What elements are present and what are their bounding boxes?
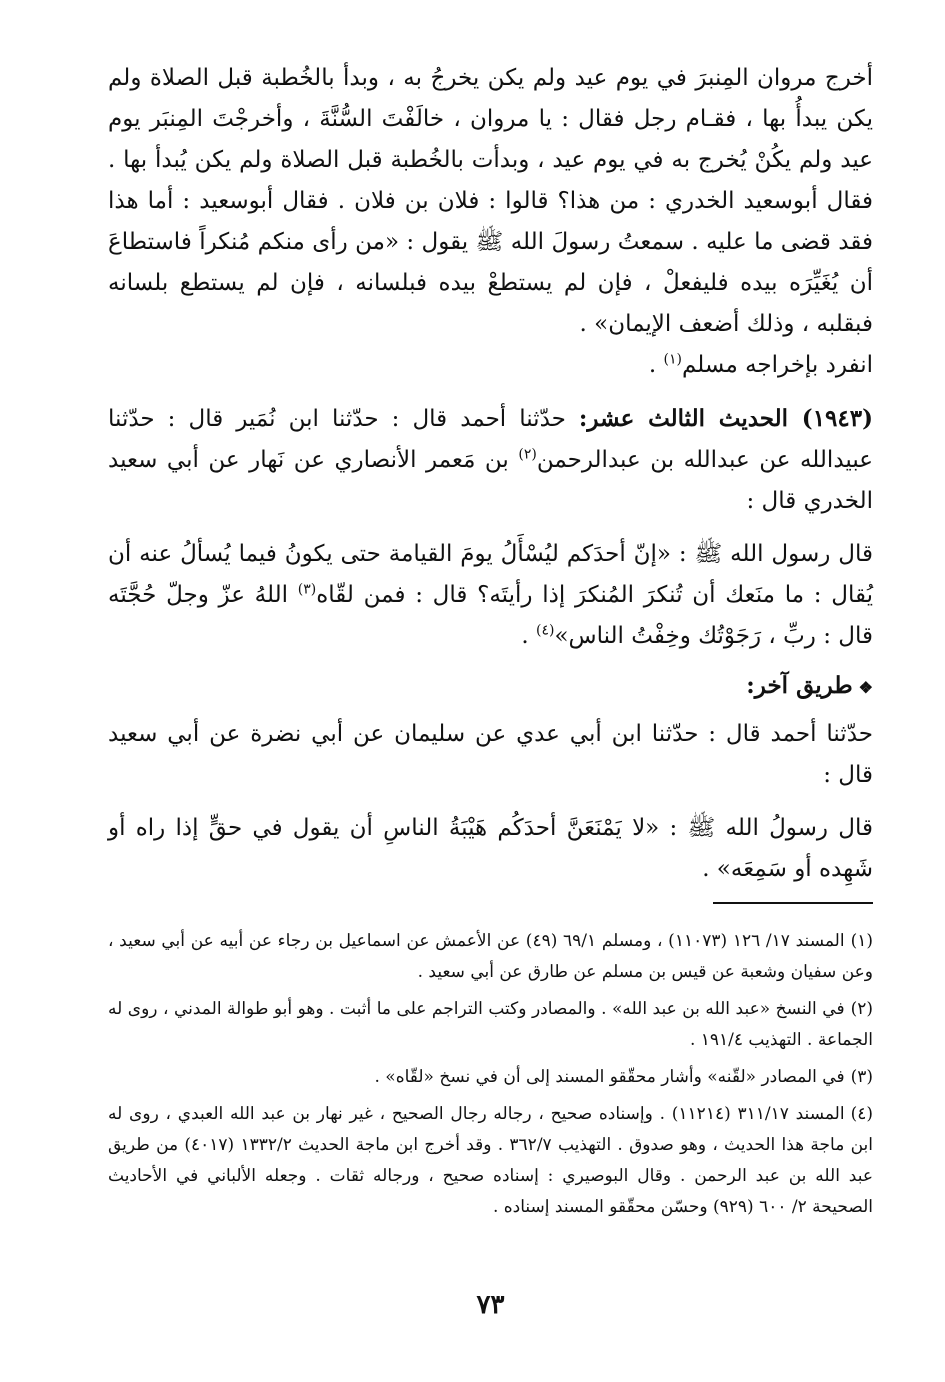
book-page: [108, 58, 873, 1348]
paragraph-attribution: [108, 345, 873, 386]
sub-heading: [108, 665, 873, 708]
footnote-ref-4[interactable]: (٤): [535, 622, 555, 639]
hadith-1943: [108, 398, 873, 522]
footnote-ref-3[interactable]: (٣): [297, 581, 317, 598]
footnote-ref-2[interactable]: (٢): [518, 446, 537, 463]
paragraph-narration: أخرج مروان المِنبرَ في يوم عيد ولم يكن يخرجُ به ، وبدأ بالخُطبة قبل الصلاة ولم يكن يبدأُ بها ، فقـام رجل فقال : يا مروان ، خالَفْتَ السُّنَّةَ ، وأخرجْتَ المِنبَر يوم عيد ولم يكُنْ يُخرج به في يوم عيد ، وبدأت بالخُطبة قبل الصلاة ولم يكن يُبدأ بها . فقال أبوسعيد الخدري : من هذا؟ قالوا : فلان بن فلان . فقال أبوسعيد : أما هذا فقد قضى ما عليه . سمعتُ رسولَ الله ﷺ يقول : «من رأى منكم مُنكراً فاستطاعَ أن يُغَيِّرَه بيده فليفعلْ ، فإن لم يستطعْ بيده فبلسانه ، فإن لم يستطع بلسانه فبقلبه ، وذلك أضعف الإيمان» .: [108, 65, 873, 337]
hadith-chain-b: بن مَعمر الأنصاري عن نَهار عن أبي سعيد الخدري قال :: [108, 447, 873, 514]
footnote-4: [108, 1099, 873, 1223]
sub-heading-text: طريق آخر:: [746, 672, 853, 699]
footnote-ref-1[interactable]: (١): [663, 351, 682, 368]
footnote-text: المسند ١٧/ ١٢٦ (١١٠٧٣) ، ومسلم ٦٩/١ (٤٩) عن الأعمش عن اسماعيل بن رجاء عن أبيه عن أبي سعيد ، وعن سفيان وشعبة عن قيس بن مسلم عن طارق عن أبي سعيد .: [108, 931, 873, 982]
footnote-number: (٣): [850, 1067, 873, 1087]
attribution-text: انفرد بإخراجه مسلم: [682, 352, 873, 378]
footnote-divider: [713, 902, 873, 904]
footnote-2: [108, 994, 873, 1056]
footnote-text: في النسخ «عبد الله بن عبد الله» . والمصادر وكتب التراجم على ما أثبت . وهو أبو طوالة المدني ، روى له الجماعة . التهذيب ١٩١/٤ .: [108, 999, 873, 1050]
hadith-chain-a: حدّثنا أحمد قال : حدّثنا ابن نُمَير قال : حدّثنا عبيدالله عن عبدالله بن عبدالرحمن: [108, 406, 873, 473]
footnote-text: المسند ٣١١/١٧ (١١٢١٤) . وإسناده صحيح ، رجاله رجال الصحيح ، غير نهار بن عبد الله العبدي ، روى له ابن ماجة هذا الحديث ، وهو صدوق . التهذيب ٣٦٢/٧ . وقد أخرج ابن ماجة الحديث ١٣٣٢/٢ (٤٠١٧) من طريق عبد الله بن عبد الرحمن . وقال البوصيري : إسناده صحيح ، ورجاله ثقات . وجعله الألباني في الأحاديث الصحيحة ٢/ ٦٠٠ (٩٢٩) وحسّن محقّقو المسند إسناده .: [108, 1104, 873, 1217]
page-number: ٧٣: [476, 1290, 505, 1320]
footnote-number: (٢): [850, 999, 873, 1019]
footnotes-section: [108, 926, 873, 1229]
attribution-end: .: [648, 352, 664, 378]
hadith-text: [108, 534, 873, 657]
footnote-number: (٤): [850, 1104, 874, 1124]
hadith-text-b: اللهُ عزّ وجلّ حُجَّتَه قال : ربِّ ، رَجَوْتُك وخِفْتُ الناس»: [108, 582, 873, 649]
diamond-icon: ❖: [858, 678, 873, 697]
hadith-heading: (١٩٤٣) الحديث الثالث عشر:: [578, 405, 873, 432]
footnote-3: [108, 1062, 873, 1093]
paragraph-hadith-final: قال رسولُ الله ﷺ : «لا يَمْنَعَنَّ أحدَكُم هَيْبَةُ الناسِ أن يقول في حقٍّ إذا راه أو شَهِده أو سَمِعَه» .: [108, 815, 873, 882]
hadith-text-a: قال رسول الله ﷺ : «إنّ أحدَكم ليُسْأَلُ يومَ القيامة حتى يكونُ فيما يُسألُ عنه أن يُقال : ما منَعك أن تُنكرَ المُنكرَ إذا رأيتَه؟ قال : فمن لقّاه: [108, 541, 873, 608]
footnote-text: في المصادر «لقّنه» وأشار محقّقو المسند إلى أن في نسخ «لقّاه» .: [374, 1067, 845, 1087]
footnote-1: [108, 926, 873, 988]
paragraph-chain: حدّثنا أحمد قال : حدّثنا ابن أبي عدي عن سليمان عن أبي نضرة عن أبي سعيد قال :: [108, 721, 873, 788]
footnote-number: (١): [850, 931, 874, 951]
hadith-text-end: .: [521, 623, 536, 649]
